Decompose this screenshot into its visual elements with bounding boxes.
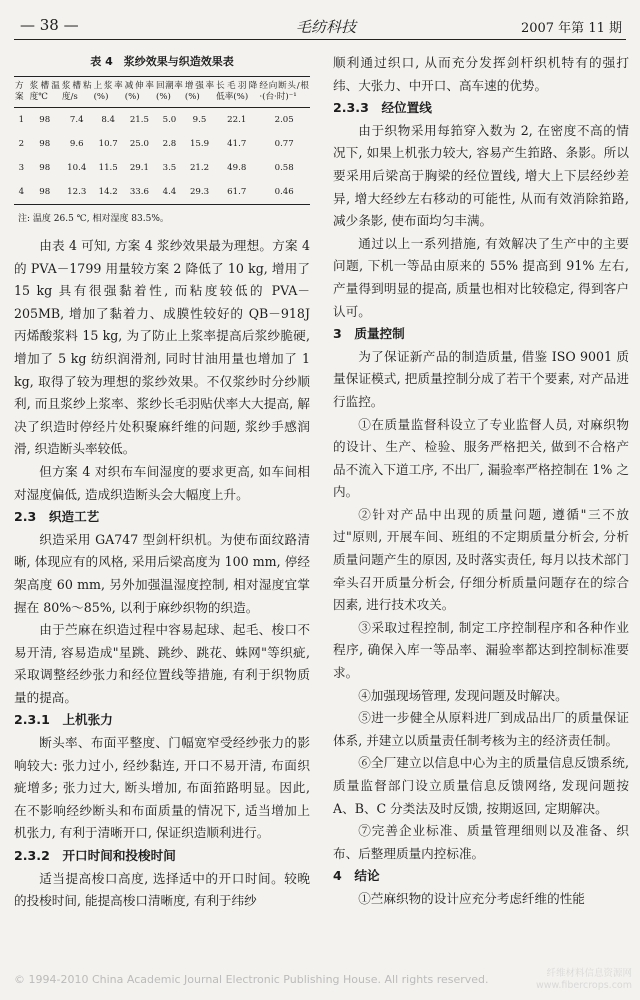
table-cell: 49.8 xyxy=(227,163,247,173)
table-cell: 0.46 xyxy=(258,180,310,205)
list-item: ④加强现场管理, 发现问题及时解决。 xyxy=(358,687,568,703)
column-header: 浆槽粘度/s xyxy=(61,77,93,108)
table-cell: 98 xyxy=(39,139,51,149)
table-cell: 98 xyxy=(29,180,61,205)
body-paragraph: 为了保证新产品的制造质量, 借鉴 ISO 9001 质量保证模式, 把质量控制分成了若干个要素, 对产品进行监控。 xyxy=(333,348,629,409)
table-cell: 0.58 xyxy=(274,163,294,173)
table-row xyxy=(14,156,310,180)
table-cell: 9.6 xyxy=(69,139,84,149)
section-heading: 2.3 织造工艺 xyxy=(14,509,100,525)
table-cell: 3.5 xyxy=(162,163,177,173)
subsection-heading: 2.3.1 上机张力 xyxy=(14,712,113,728)
table-cell: 22.1 xyxy=(227,115,247,125)
table-cell: 2.05 xyxy=(274,115,294,125)
column-header: 长毛羽降低率(%) xyxy=(215,77,258,108)
column-header: 浆槽温度℃ xyxy=(29,77,61,108)
table-row xyxy=(14,180,310,205)
table-cell: 98 xyxy=(39,163,51,173)
table-cell: 9.5 xyxy=(192,115,207,125)
page-number: — 38 — xyxy=(20,16,79,34)
table-cell: 12.3 xyxy=(61,180,93,205)
table-cell: 25.0 xyxy=(129,139,149,149)
table-cell: 41.7 xyxy=(227,139,247,149)
results-table xyxy=(14,76,310,205)
table-cell: 10.7 xyxy=(98,139,118,149)
table-note: 注: 温度 26.5 ℃, 相对湿度 83.5%。 xyxy=(18,214,169,224)
table-header-row xyxy=(14,77,310,108)
list-item: ①在质量监督科设立了专业监督人员, 对麻织物的设计、生产、检验、服务严格把关, 做到不合格产品不流入下道工序, 不出厂, 漏验率严格控制在 1% 之内。 xyxy=(333,416,629,500)
site-watermark: 纤维材料信息资源网 www.fibercrops.com xyxy=(535,968,632,991)
copyright-footer: © 1994-2010 China Academic Journal Electronic Publishing House. All rights reserved. xyxy=(14,973,489,986)
list-item: ⑤进一步健全从原料进厂到成品出厂的质量保证体系, 并建立以质量责任制考核为主的经济责任制。 xyxy=(333,710,629,748)
subsection-heading: 2.3.3 经位置线 xyxy=(333,100,432,116)
table-cell: 14.2 xyxy=(93,180,124,205)
table-cell: 21.5 xyxy=(129,115,149,125)
table-cell: 7.4 xyxy=(69,115,84,125)
table-cell: 4.4 xyxy=(155,180,184,205)
list-item: ③采取过程控制, 制定工序控制程序和各种作业程序, 确保入库一等品率、漏验率都达到控制标准要求。 xyxy=(333,619,629,681)
table-row xyxy=(14,132,310,156)
table-cell: 98 xyxy=(39,115,51,125)
body-paragraph: 由于苎麻在织造过程中容易起球、起毛、梭口不易开清, 容易造成"星跳、跳纱、跳花、蛛网"等织疵, 采取调整经纱张力和经位置线等措施, 有利于织物质量的提高。 xyxy=(14,622,310,705)
list-item: ⑥全厂建立以信息中心为主的质量信息反馈系统, 质量监督部门设立质量信息反馈网络, 发现问题按 A、B、C 分类法及时反馈, 按期返回, 定期解决。 xyxy=(333,755,629,816)
body-paragraph: 顺利通过织口, 从而充分发挥剑杆织机特有的强打纬、大张力、中开口、高车速的优势。 xyxy=(333,55,629,93)
table-cell: 4 xyxy=(14,180,29,205)
table-cell: 8.4 xyxy=(101,115,116,125)
column-header: 上浆率(%) xyxy=(93,77,124,108)
table-cell: 5.0 xyxy=(162,115,177,125)
table-caption: 表 4 浆纱效果与织造效果表 xyxy=(90,55,234,68)
section-heading: 3 质量控制 xyxy=(333,326,405,342)
section-heading: 4 结论 xyxy=(333,868,380,884)
table-cell: 10.4 xyxy=(67,163,87,173)
table-cell: 2.8 xyxy=(162,139,177,149)
table-cell: 3 xyxy=(18,163,25,173)
table-cell: 33.6 xyxy=(124,180,155,205)
table-cell: 21.2 xyxy=(189,163,210,173)
table-cell: 2 xyxy=(18,139,25,149)
body-paragraph: 由表 4 可知, 方案 4 浆纱效果最为理想。方案 4 的 PVA－1799 用量较方案 2 降低了 10 kg, 增用了 15 kg 具有很强黏着性, 而粘度较低的 PVA－205MB, 增加了黏着力、成膜性较好的 QB－918J 丙烯酸浆料 15 kg, 为了防止上浆率提高后浆纱脆硬, 增加了 5 kg 纺织润滑剂, 同时甘油用量也增加了 1 kg, 取得了较为理想的浆纱效果。不仅浆纱时分纱顺利, 而且浆纱上浆率、浆纱长毛羽贴伏率大大提高, 解决了织造时停经片处积聚麻纤维的问题, 浆纱手感润滑, 织造断头率较低。 xyxy=(14,238,310,457)
left-column xyxy=(14,52,310,913)
table-cell: 61.7 xyxy=(215,180,258,205)
table-cell: 11.5 xyxy=(98,163,118,173)
table-cell: 1 xyxy=(18,115,25,125)
body-paragraph: 织造采用 GA747 型剑杆织机。为使布面纹路清晰, 体现应有的风格, 采用后梁高度为 100 mm, 停经架高度 60 mm, 另外加强温湿度控制, 相对湿度宜掌握在 80%～85%, 以利于麻纱织物的织造。 xyxy=(14,531,310,615)
column-header: 方案 xyxy=(14,77,29,108)
column-header: 回潮率(%) xyxy=(155,77,184,108)
body-paragraph: 但方案 4 对织布车间湿度的要求更高, 如车间相对湿度偏低, 造成织造断头会大幅度上升。 xyxy=(14,463,310,502)
table-row xyxy=(14,108,310,133)
table-cell: 0.77 xyxy=(274,139,294,149)
body-paragraph: 断头率、布面平整度、门幅宽窄受经纱张力的影响较大: 张力过小, 经纱黏连, 开口不易开清, 布面织疵增多; 张力过大, 断头增加, 布面筘路明显。因此, 在不影响经纱断头和布面质量的情况下, 适当增加上机张力, 有利于清晰开口, 保证织造顺利进行。 xyxy=(14,735,310,841)
body-paragraph: 由于织物采用每筘穿入数为 2, 在密度不高的情况下, 如果上机张力较大, 容易产生筘路、条影。所以要采用后梁高于胸梁的经位置线, 增大上下层经纱差异, 增大经纱左右移动的可能性, 从而有效消除筘路, 减少条影, 使布面均匀丰满。 xyxy=(333,122,629,229)
page-header xyxy=(14,14,626,40)
column-header: 经向断头/根·(台·时)⁻¹ xyxy=(258,77,310,108)
right-column xyxy=(333,52,629,911)
list-item: ⑦完善企业标准、质量管理细则以及准备、织布、后整理质量内控标准。 xyxy=(333,823,629,861)
table-cell: 29.1 xyxy=(129,163,149,173)
journal-name: 毛纺科技 xyxy=(296,18,357,36)
table-cell: 15.9 xyxy=(189,139,210,149)
column-header: 增强率(%) xyxy=(184,77,215,108)
issue-label: 2007 年第 11 期 xyxy=(520,21,622,36)
body-paragraph: 通过以上一系列措施, 有效解决了生产中的主要问题, 下机一等品由原来的 55% 提高到 91% 左右, 产量得到明显的提高, 质量也相对比较稳定, 得到客户认可。 xyxy=(333,235,629,319)
list-item: ①苎麻织物的设计应充分考虑纤维的性能 xyxy=(358,890,585,906)
body-paragraph: 适当提高梭口高度, 选择适中的开口时间。较晚的投梭时间, 能提高梭口清晰度, 有利于纬纱 xyxy=(14,870,310,909)
table-cell: 29.3 xyxy=(184,180,215,205)
column-header: 减伸率(%) xyxy=(124,77,155,108)
subsection-heading: 2.3.2 开口时间和投梭时间 xyxy=(14,848,176,864)
list-item: ②针对产品中出现的质量问题, 遵循"三不放过"原则, 开展车间、班组的不定期质量分析会, 分析质量问题产生的原因, 及时落实责任, 每月以技术部门牵头召开质量分析会, 仔细分析质量问题存在的综合因素, 进行技术攻关。 xyxy=(333,506,629,613)
